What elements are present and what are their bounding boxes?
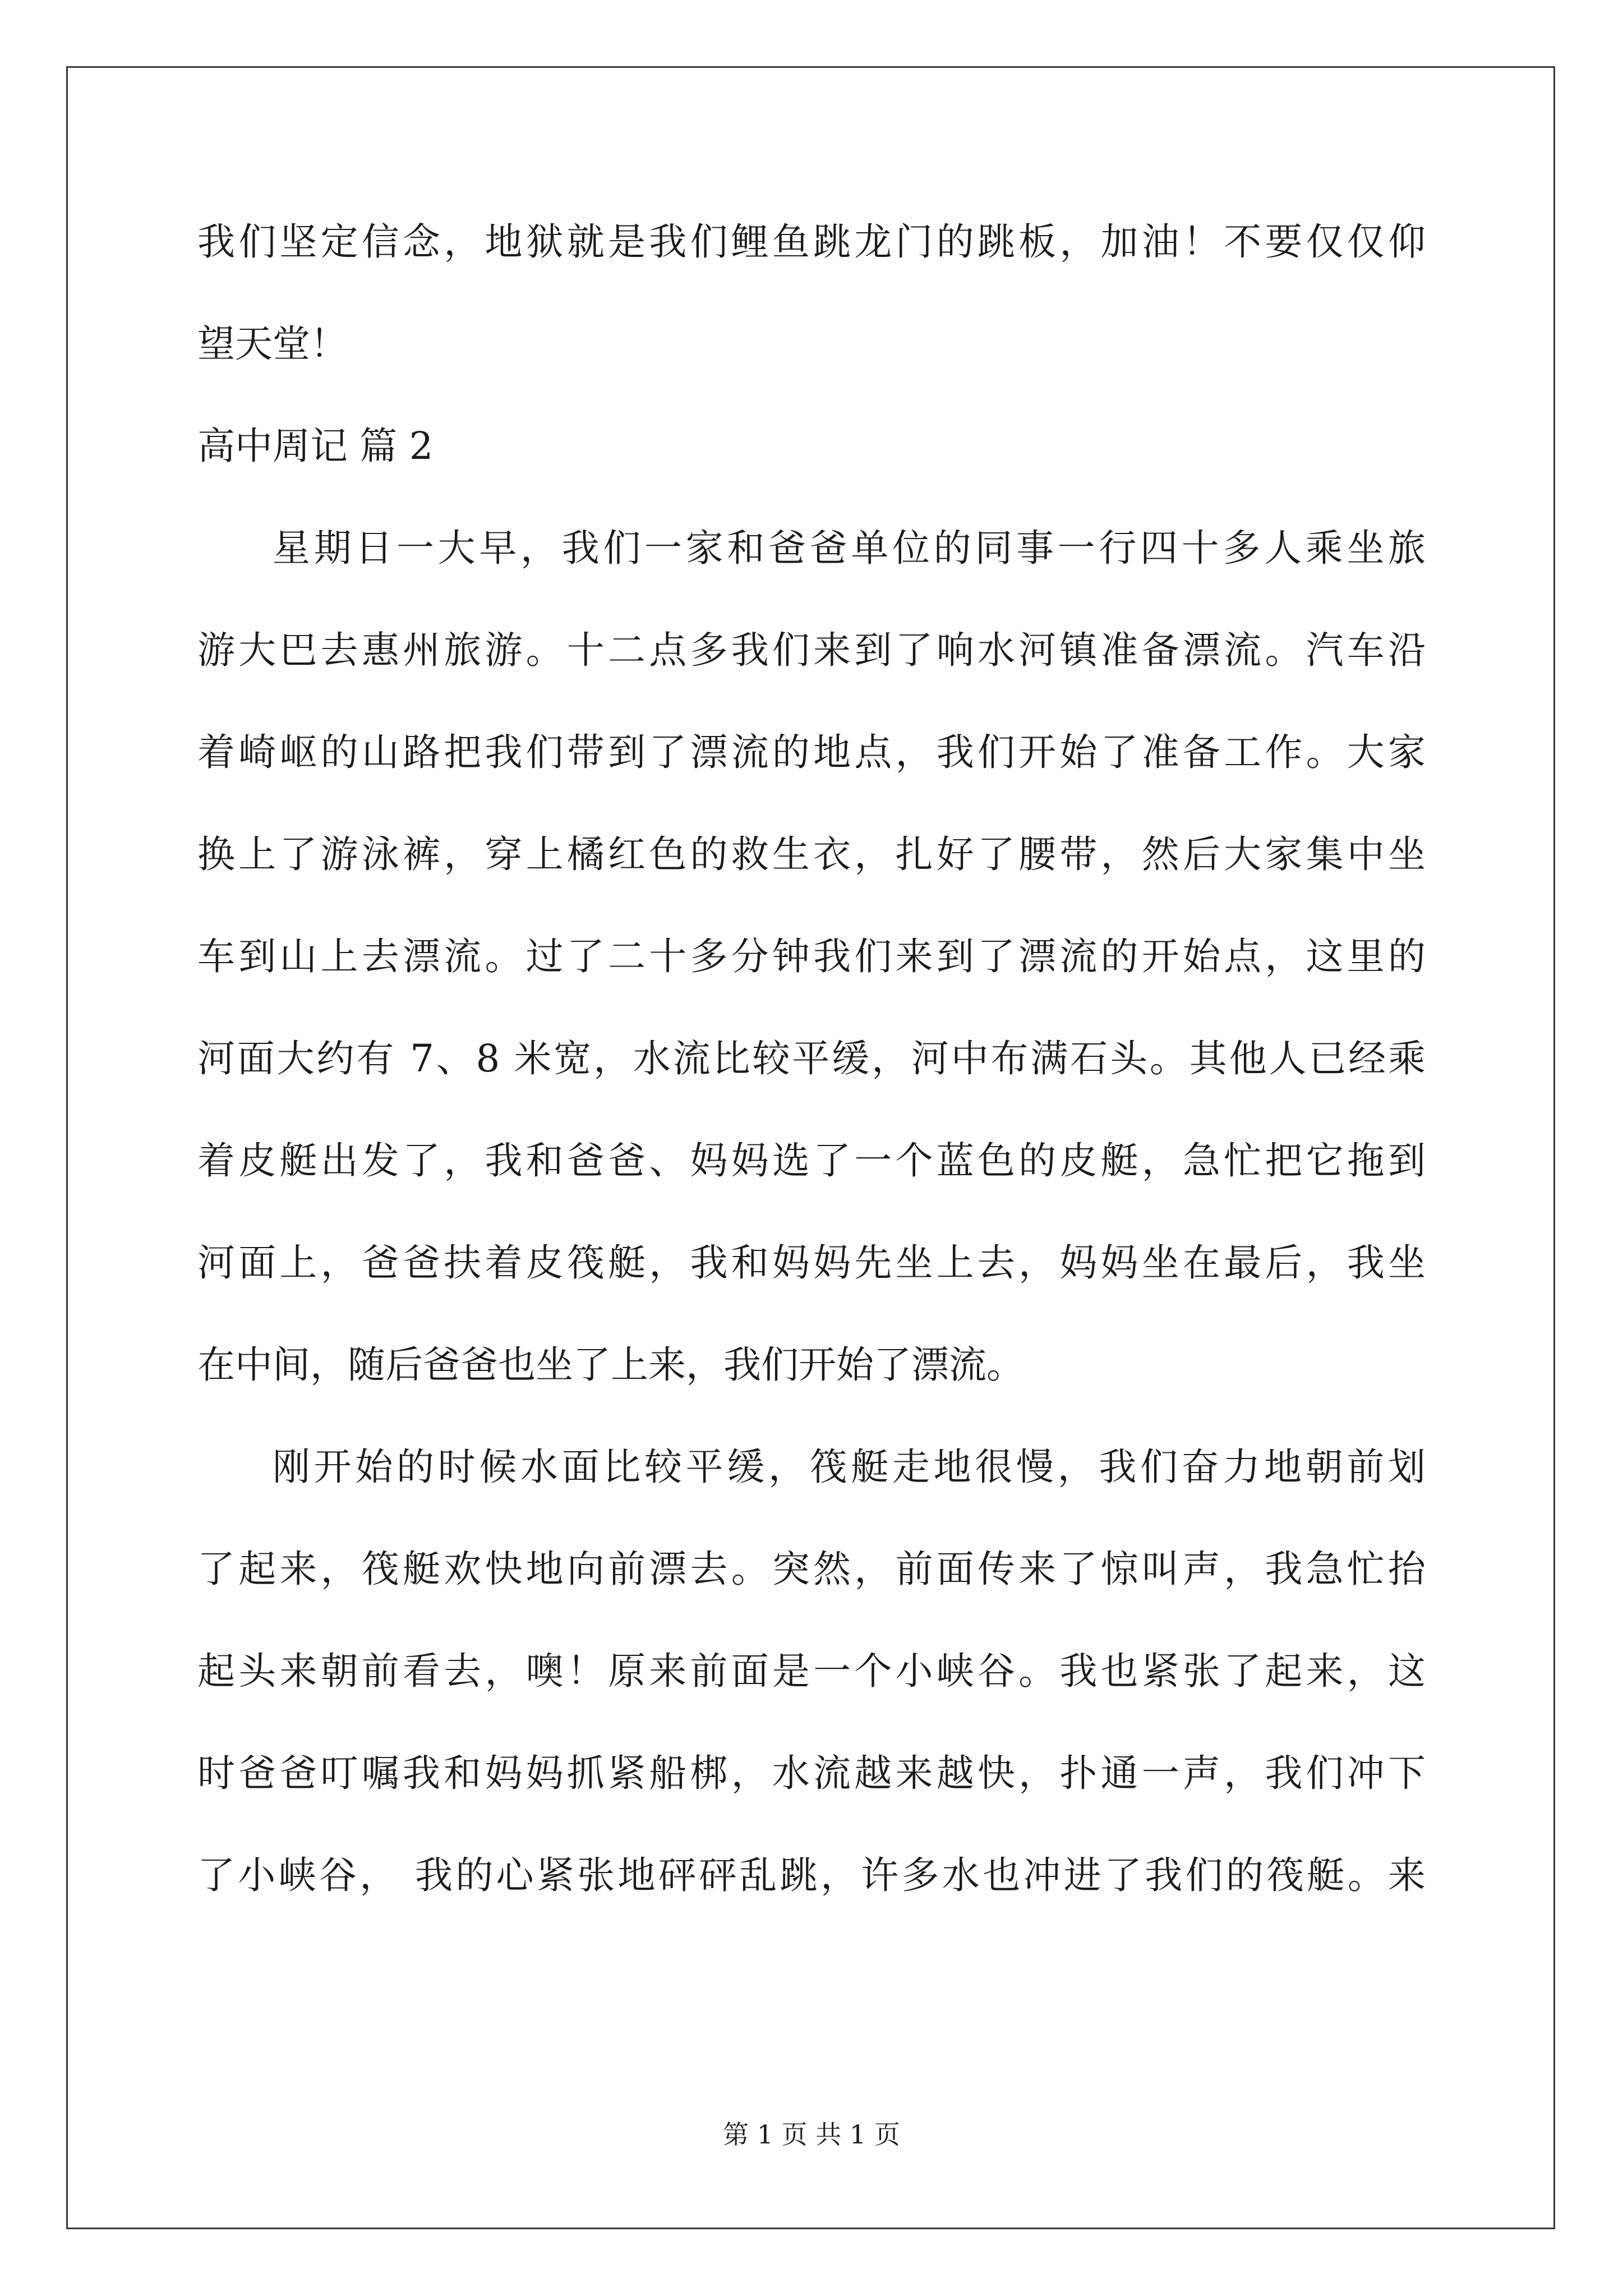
page-footer: 第 1 页 共 1 页 [723,2119,900,2150]
text-line: 换上了游泳裤，穿上橘红色的救生衣，扎好了腰带，然后大家集中坐 [197,832,1426,876]
document-body [197,191,1426,1926]
text-line: 时爸爸叮嘱我和妈妈抓紧船梆，水流越来越快，扑通一声，我们冲下 [197,1751,1426,1795]
text-line: 游大巴去惠州旅游。十二点多我们来到了响水河镇准备漂流。汽车沿 [197,628,1426,672]
text-line: 河面大约有 7、8 米宽，水流比较平缓，河中布满石头。其他人已经乘 [197,1037,1426,1080]
text-line: 了起来，筏艇欢快地向前漂去。突然，前面传来了惊叫声，我急忙抬 [197,1547,1426,1591]
text-line: 在中间，随后爸爸也坐了上来，我们开始了漂流。 [197,1343,1024,1387]
paragraph-first-line: 刚开始的时候水面比较平缓，筏艇走地很慢，我们奋力地朝前划 [273,1445,1426,1489]
text-line: 着皮艇出发了，我和爸爸、妈妈选了一个蓝色的皮艇，急忙把它拖到 [197,1139,1426,1182]
text-line: 我们坚定信念，地狱就是我们鲤鱼跳龙门的跳板，加油！不要仅仅仰 [197,220,1426,264]
text-line: 起头来朝前看去，噢！原来前面是一个小峡谷。我也紧张了起来，这 [197,1649,1426,1693]
text-line: 车到山上去漂流。过了二十多分钟我们来到了漂流的开始点，这里的 [197,935,1426,978]
section-heading: 高中周记 篇 2 [197,424,434,468]
text-line: 了小峡谷， 我的心紧张地砰砰乱跳，许多水也冲进了我们的筏艇。来 [197,1853,1426,1897]
paragraph-first-line: 星期日一大早，我们一家和爸爸单位的同事一行四十多人乘坐旅 [273,526,1426,570]
text-line: 河面上，爸爸扶着皮筏艇，我和妈妈先坐上去，妈妈坐在最后，我坐 [197,1241,1426,1285]
text-line: 望天堂！ [197,322,348,366]
text-line: 着崎岖的山路把我们带到了漂流的地点，我们开始了准备工作。大家 [197,730,1426,774]
